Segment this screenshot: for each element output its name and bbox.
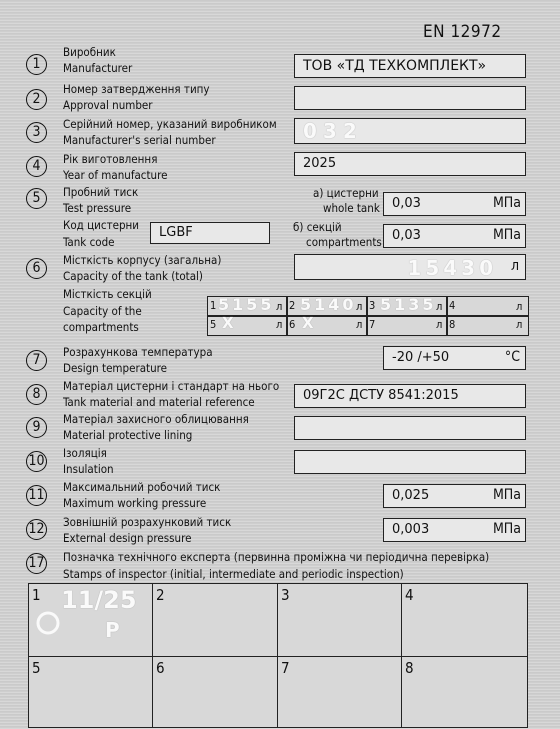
inspection-cell-4-number: 4: [405, 586, 414, 604]
inspection-stamp-letter: P: [105, 618, 120, 642]
sections-label-ua: Місткість секцій: [63, 287, 152, 301]
field-17-label-ua: Позначка технічного експерта (первинна проміжна чи періодична перевірка): [63, 550, 490, 564]
field-number-8: 8: [26, 384, 47, 405]
inspection-cell-7-number: 7: [281, 659, 290, 677]
field-10-label-ua: Ізоляція: [63, 446, 107, 460]
field-4-label-ua: Рік виготовлення: [63, 152, 158, 166]
field-12-label-en: External design pressure: [63, 531, 192, 545]
total-capacity-value: 15430: [407, 256, 497, 280]
inspection-cell-1[interactable]: [28, 583, 153, 657]
tank-code-label-ua: Код цистерни: [63, 218, 140, 232]
inspection-cell-3-number: 3: [281, 586, 290, 604]
sections-label-en-2: compartments: [63, 320, 139, 334]
field-11-label-ua: Максимальний робочий тиск: [63, 480, 221, 494]
test-pressure-whole-unit: МПа: [492, 195, 521, 211]
test-pressure-compartments-value: 0,03: [392, 228, 421, 243]
compartment-8-unit: л: [516, 318, 523, 331]
tank-material-value: 09Г2С ДСТУ 8541:2015: [303, 388, 459, 403]
inspection-cell-4[interactable]: [401, 583, 528, 657]
field-number-1: 1: [26, 54, 47, 75]
whole-tank-label-ua: a) цистерни: [313, 186, 379, 200]
test-pressure-compartments-unit: МПа: [492, 227, 521, 243]
sections-label-en-1: Capacity of the: [63, 304, 142, 318]
field-7-label-ua: Розрахункова температура: [63, 345, 213, 359]
field-9-label-en: Material protective lining: [63, 428, 193, 442]
test-pressure-compartments-field[interactable]: [383, 224, 526, 248]
lining-field[interactable]: [294, 416, 526, 440]
max-working-pressure-field[interactable]: [383, 484, 526, 508]
field-number-2: 2: [26, 89, 47, 110]
field-2-label-ua: Номер затвердження типу: [63, 82, 210, 96]
field-8-label-ua: Матеріал цистерни і стандарт на нього: [63, 379, 280, 393]
inspection-cell-6[interactable]: [152, 656, 278, 728]
inspection-cell-3[interactable]: [277, 583, 402, 657]
compartment-6-unit: л: [356, 318, 363, 331]
inspection-cell-8[interactable]: [401, 656, 528, 728]
year-field[interactable]: [294, 152, 526, 176]
external-design-pressure-value: 0,003: [392, 522, 430, 537]
external-design-pressure-unit: МПа: [492, 521, 521, 537]
design-temperature-field[interactable]: [383, 346, 526, 370]
manufacturer-field[interactable]: [294, 54, 526, 78]
inspection-cell-2-number: 2: [156, 586, 165, 604]
field-3-label-en: Manufacturer's serial number: [63, 133, 216, 147]
compartments-label-ua: б) секцій: [293, 220, 342, 234]
compartment-1-unit: л: [276, 300, 283, 313]
field-number-11: 11: [26, 485, 47, 506]
field-11-label-en: Maximum working pressure: [63, 496, 207, 510]
field-number-5: 5: [26, 188, 47, 209]
inspection-seal-icon: [35, 610, 61, 636]
max-working-pressure-unit: МПа: [492, 487, 521, 503]
design-temperature-value: -20 /+50: [392, 350, 450, 365]
compartment-6-value: X: [302, 314, 314, 332]
field-6-label-ua: Місткість корпусу (загальна): [63, 253, 222, 267]
tank-material-field[interactable]: [294, 384, 526, 408]
field-3-label-ua: Серійний номер, указаний виробником: [63, 117, 277, 131]
compartment-3-number: 3: [369, 299, 376, 312]
field-number-17: 17: [26, 553, 47, 574]
total-capacity-field[interactable]: [294, 254, 526, 280]
compartment-capacity-grid: [207, 296, 529, 336]
field-number-9: 9: [26, 417, 47, 438]
compartment-4-number: 4: [449, 299, 456, 312]
field-4-label-en: Year of manufacture: [63, 168, 168, 182]
compartment-6-number: 6: [289, 318, 296, 331]
inspection-cell-1-number: 1: [32, 586, 41, 604]
compartment-5-number: 5: [210, 318, 217, 331]
compartment-8-number: 8: [449, 318, 456, 331]
design-temperature-unit: °C: [504, 349, 520, 365]
compartment-1-number: 1: [210, 299, 217, 312]
whole-tank-label-en: whole tank: [323, 201, 380, 215]
compartment-3-unit: л: [436, 300, 443, 313]
inspection-cell-5[interactable]: [28, 656, 153, 728]
serial-number-value: 032: [303, 119, 363, 143]
field-2-label-en: Approval number: [63, 98, 153, 112]
standard-code: EN 12972: [423, 22, 502, 42]
inspection-cell-6-number: 6: [156, 659, 165, 677]
compartment-2-number: 2: [289, 299, 296, 312]
tank-code-label-en: Tank code: [63, 235, 115, 249]
compartments-label-en: compartments: [306, 235, 382, 249]
compartment-7-number: 7: [369, 318, 376, 331]
compartment-4-unit: л: [516, 300, 523, 313]
test-pressure-whole-value: 0,03: [392, 196, 421, 211]
tank-code-value: LGBF: [159, 225, 193, 240]
field-9-label-ua: Матеріал захисного облицювання: [63, 412, 249, 426]
field-5-label-en: Test pressure: [63, 201, 132, 215]
field-17-label-en: Stamps of inspector (initial, intermediate and periodic inspection): [63, 567, 404, 581]
compartment-2-unit: л: [356, 300, 363, 313]
tank-code-field[interactable]: [150, 222, 270, 244]
test-pressure-whole-field[interactable]: [383, 192, 526, 216]
inspection-cell-8-number: 8: [405, 659, 414, 677]
compartment-2-value: 5140: [300, 295, 357, 314]
field-number-7: 7: [26, 350, 47, 371]
field-8-label-en: Tank material and material reference: [63, 395, 255, 409]
field-1-label-ua: Виробник: [63, 45, 116, 59]
external-design-pressure-field[interactable]: [383, 518, 526, 542]
compartment-5-value: X: [222, 314, 234, 332]
compartment-7-unit: л: [436, 318, 443, 331]
field-number-4: 4: [26, 156, 47, 177]
field-7-label-en: Design temperature: [63, 361, 168, 375]
field-5-label-ua: Пробний тиск: [63, 185, 139, 199]
inspection-cell-5-number: 5: [32, 659, 41, 677]
compartment-3-value: 5135: [380, 295, 437, 314]
total-capacity-unit: л: [510, 258, 519, 274]
year-value: 2025: [303, 156, 337, 171]
field-1-label-en: Manufacturer: [63, 61, 133, 75]
field-12-label-ua: Зовнішній розрахунковий тиск: [63, 515, 232, 529]
field-6-label-en: Capacity of the tank (total): [63, 269, 203, 283]
compartment-5-unit: л: [276, 318, 283, 331]
field-number-10: 10: [26, 451, 47, 472]
inspection-stamp-date: 11/25: [61, 586, 137, 614]
manufacturer-value: ТОВ «ТД ТЕХКОМПЛЕКТ»: [303, 58, 487, 74]
inspection-cell-7[interactable]: [277, 656, 402, 728]
field-number-12: 12: [26, 519, 47, 540]
inspection-cell-2[interactable]: [152, 583, 278, 657]
field-10-label-en: Insulation: [63, 462, 114, 476]
field-number-3: 3: [26, 122, 47, 143]
max-working-pressure-value: 0,025: [392, 488, 430, 503]
approval-number-field[interactable]: [294, 86, 526, 110]
insulation-field[interactable]: [294, 450, 526, 474]
compartment-1-value: 5155: [218, 295, 275, 314]
field-number-6: 6: [26, 258, 47, 279]
serial-number-field[interactable]: [294, 118, 526, 144]
